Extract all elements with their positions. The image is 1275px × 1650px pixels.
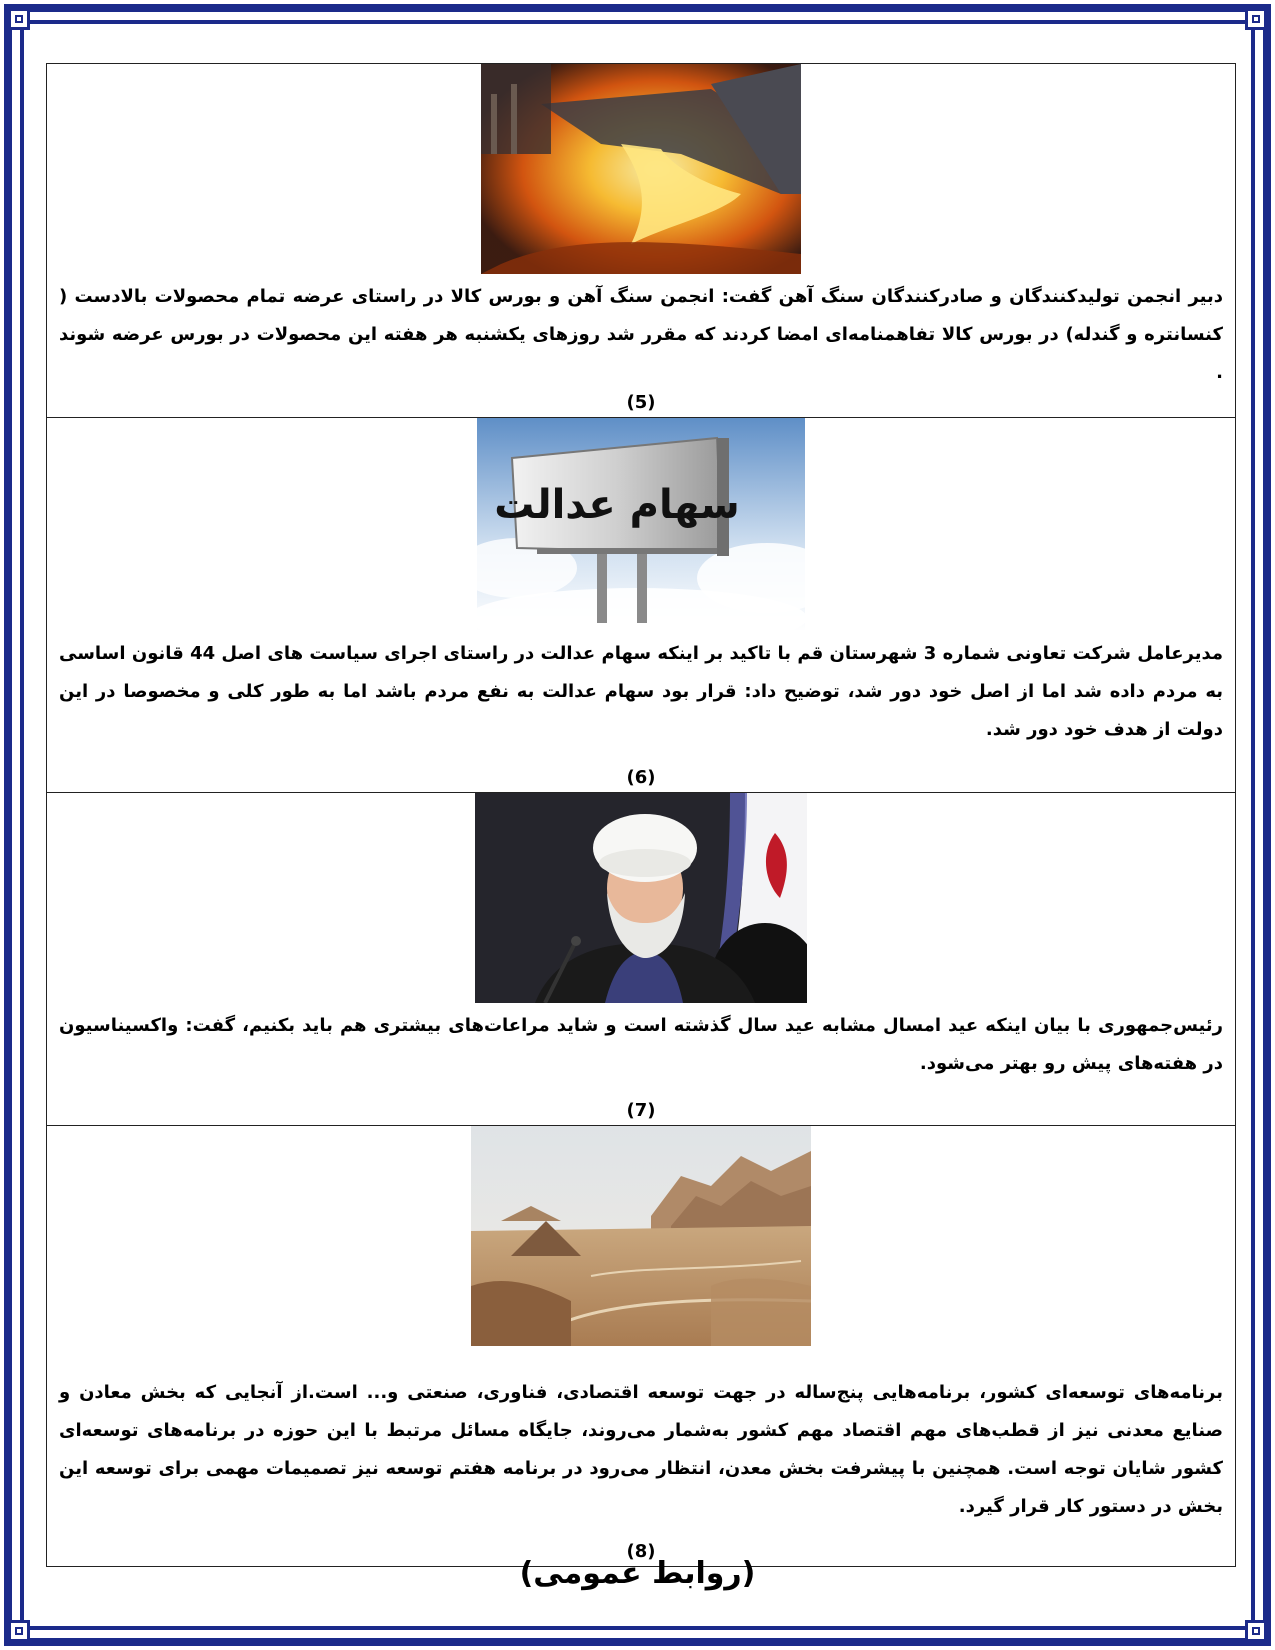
news-text: دبیر انجمن تولیدکنندگان و صادرکنندگان سنگ آهن گفت: انجمن سنگ آهن و بورس کالا در راستای عرضه تمام محصولات بالادست ( کنسانتره و گندله) در بورس کالا تفاهمنامه‌ای امضا کردند که مقرر شد روزهای یکشنبه هر هفته این محصولات در بورس عرضه شوند . xyxy=(59,286,1223,383)
corner-ornament xyxy=(1245,1620,1267,1642)
news-text: برنامه‌های توسعه‌ای کشور، برنامه‌هایی پنج‌ساله در جهت توسعه اقتصادی، فناوری، صنعتی و... است.از آنجایی که بخش معادن و صنایع معدنی نیز از قطب‌های مهم اقتصاد مهم کشور به‌شمار می‌روند، جایگاه مسائل مرتبط با این حوزه در برنامه‌های توسعه‌ای کشور شایان توجه است. همچنین با پیشرفت بخش معدن، انتظار می‌رود در برنامه هفتم توسعه نیز تصمیمات مهمی برای توسعه این بخش در دستور کار قرار گیرد. xyxy=(59,1382,1223,1517)
news-number: (6) xyxy=(626,767,656,788)
president-portrait-photo xyxy=(475,793,807,1003)
news-cell xyxy=(47,793,1236,1126)
footer-title: (روابط عمومی) xyxy=(519,1556,756,1591)
news-number: (5) xyxy=(626,392,656,413)
news-text: رئیس‌جمهوری با بیان اینکه عید امسال مشابه عید سال گذشته است و شاید مراعات‌های بیشتری هم باید بکنیم، گفت: واکسیناسیون در هفته‌های پیش رو بهتر می‌شود. xyxy=(59,1015,1223,1074)
corner-ornament xyxy=(8,1620,30,1642)
news-row xyxy=(47,1126,1236,1567)
corner-ornament xyxy=(8,8,30,30)
mining-landscape-photo xyxy=(471,1126,811,1346)
news-row xyxy=(47,64,1236,418)
news-row xyxy=(47,418,1236,793)
news-row xyxy=(47,793,1236,1126)
corner-ornament xyxy=(1245,8,1267,30)
news-cell xyxy=(47,418,1236,793)
news-cell xyxy=(47,64,1236,418)
billboard-text: سهام عدالت xyxy=(494,482,740,528)
news-text: مدیرعامل شرکت تعاونی شماره 3 شهرستان قم با تاکید بر اینکه سهام عدالت در راستای اجرای سیاست های اصل 44 قانون اساسی به مردم داده شد اما از اصل خود دور شد، توضیح داد: قرار بود سهام عدالت به نفع مردم باشد اما به طور کلی و مخصوصا در این دولت از هدف خود دور شد. xyxy=(59,643,1224,740)
news-number: (7) xyxy=(626,1100,656,1121)
molten-steel-pouring-photo xyxy=(481,64,801,274)
justice-shares-billboard-photo xyxy=(477,418,805,631)
news-cell xyxy=(47,1126,1236,1567)
news-table xyxy=(46,63,1236,1567)
news-number: (8) xyxy=(626,1541,656,1562)
